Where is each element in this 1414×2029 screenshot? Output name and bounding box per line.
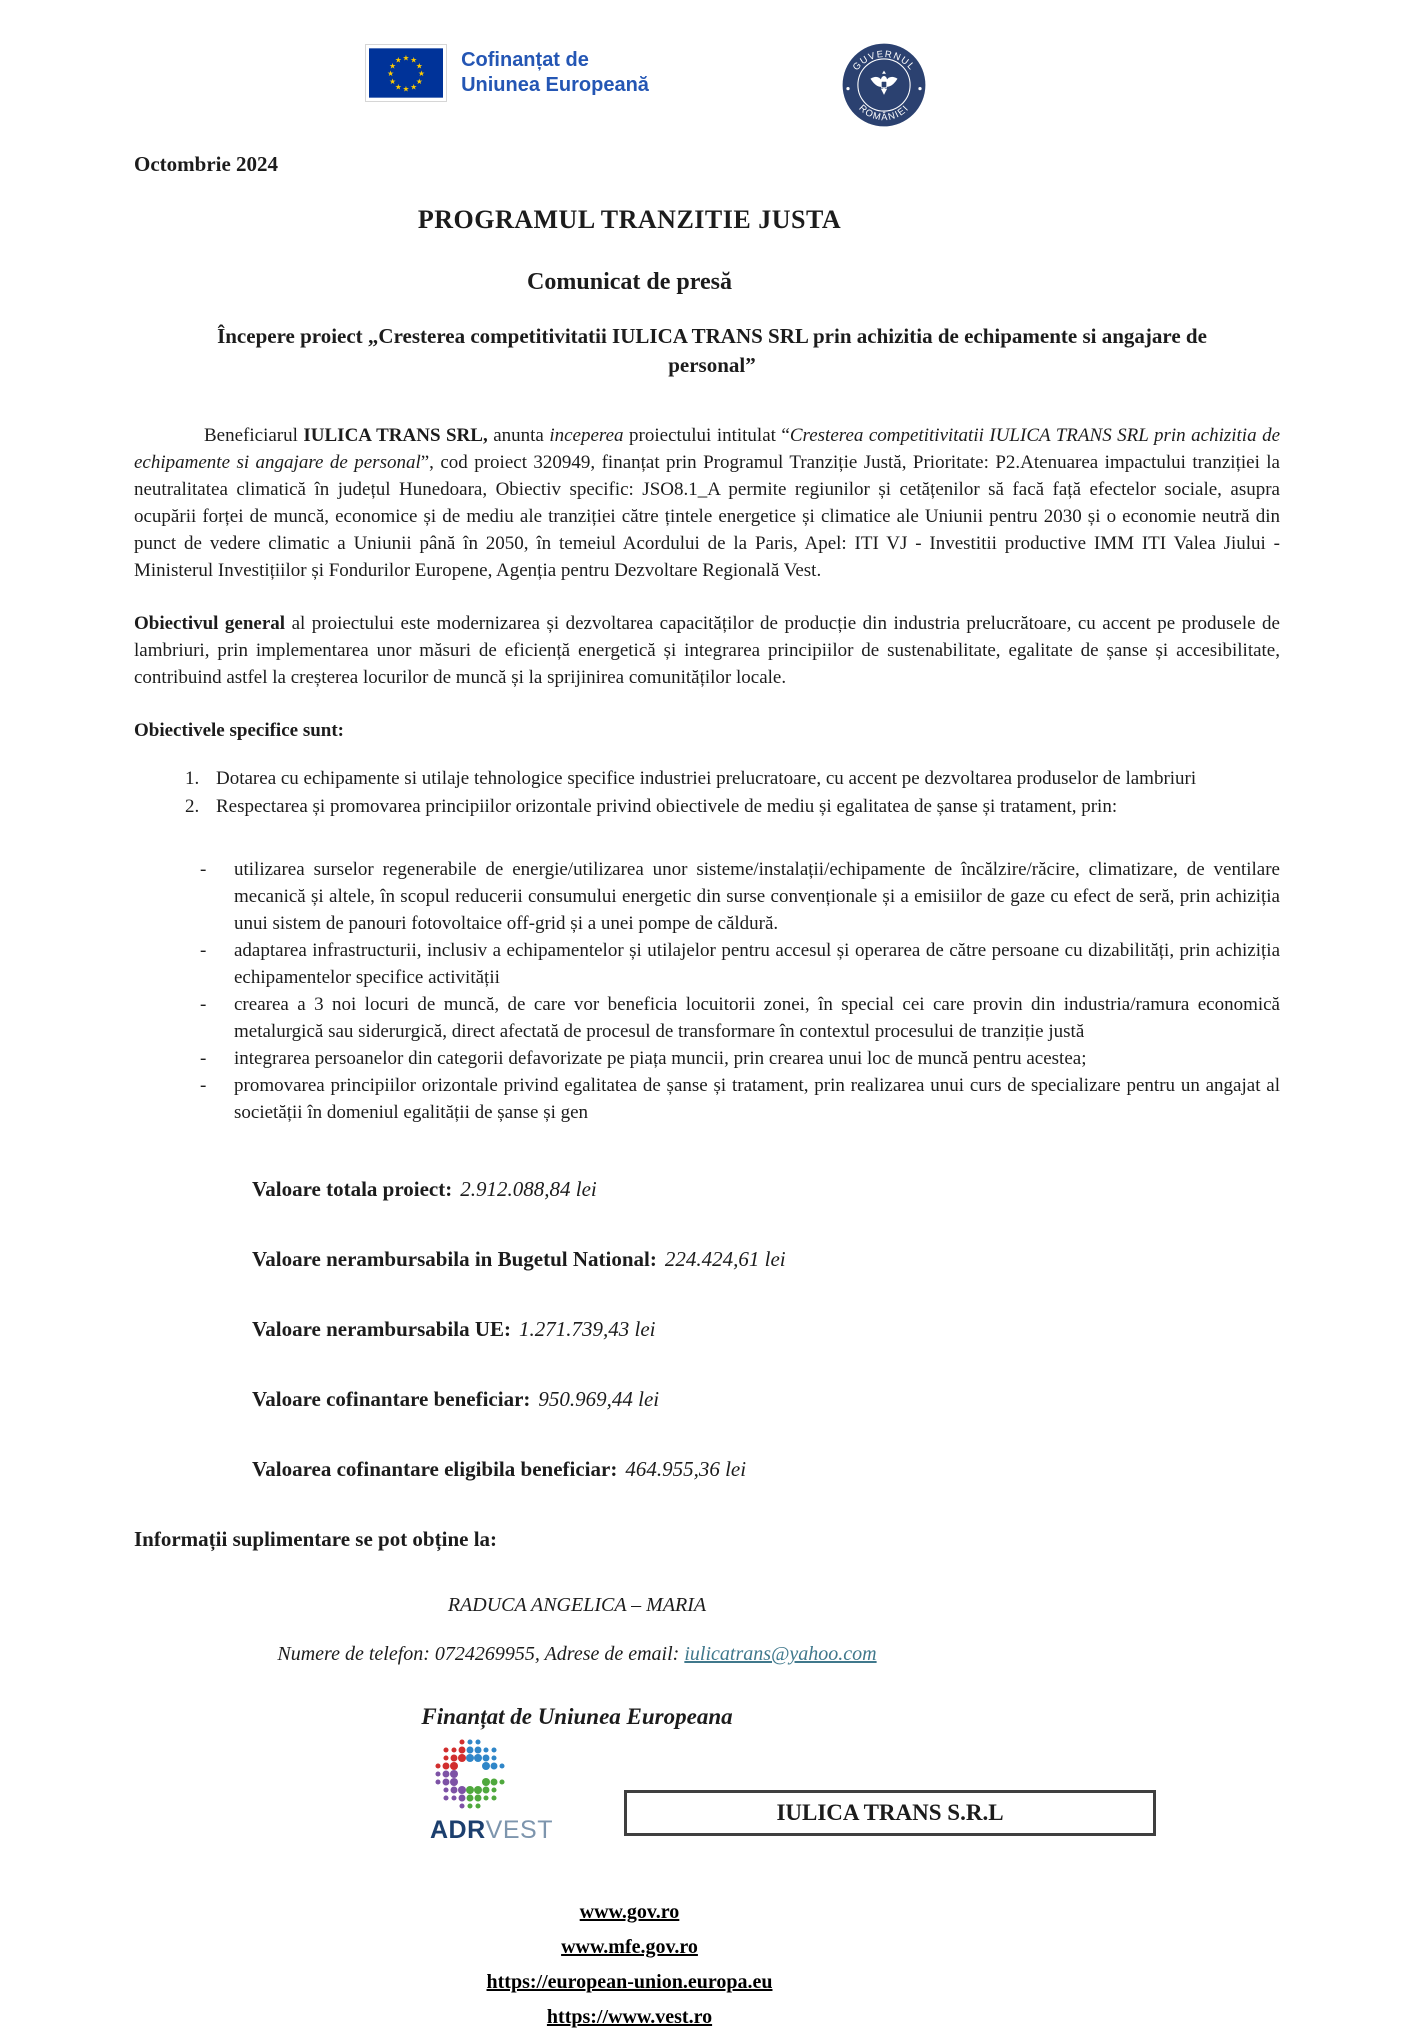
contact-person-name: RADUCA ANGELICA – MARIA: [447, 1594, 707, 1617]
contact-email-link[interactable]: iulicatrans@yahoo.com: [684, 1643, 877, 1666]
list-item: - utilizarea surselor regenerabile de energie/utilizarea unor sisteme/instalații/echipamente de încălzire/răcire, climatizare, de ventilare mecanică și altele, în scopul reducerii consumului energetic din surse convenționale și a emisiilor de gaze cu efect de seră, prin achiziția unui sistem de panouri fotovoltaice off-grid și a unei pompe de căldură.: [234, 857, 1280, 938]
value-amount: 224.424,61 lei: [664, 1247, 786, 1272]
value-row: [134, 1317, 1280, 1342]
eu-cofunded-line1: Cofinanțat de: [461, 49, 589, 71]
value-row: [134, 1457, 1280, 1482]
document-date: Octombrie 2024: [134, 152, 279, 176]
svg-text:★: ★: [410, 55, 418, 65]
intro-text: proiectului intitulat “: [623, 424, 790, 446]
list-item: - adaptarea infrastructurii, inclusiv a echipamentelor și utilajelor pentru accesul și operarea de către persoane cu dizabilități, prin achiziția echipamentelor specifice activității: [234, 938, 1280, 992]
footer-link[interactable]: www.gov.ro: [579, 1901, 680, 1924]
eu-cofunded-line2: Uniunea Europeană: [461, 74, 649, 96]
footer-links: [134, 1901, 1280, 2029]
svg-text:★: ★: [418, 69, 425, 79]
general-objective-label: Obiectivul general: [134, 612, 286, 634]
gov-seal-icon: [839, 40, 929, 130]
svg-text:★: ★: [394, 55, 402, 65]
objective-details-list: [134, 857, 1280, 1127]
svg-text:★: ★: [416, 61, 423, 71]
contact-phone-email-line: [134, 1643, 1020, 1666]
value-label: Valoarea cofinantare eligibila beneficiar:: [252, 1457, 618, 1482]
svg-text:★: ★: [387, 69, 395, 79]
program-title: PROGRAMUL TRANZITIE JUSTA: [417, 205, 842, 234]
specific-objectives-heading: Obiectivele specifice sunt:: [134, 719, 345, 741]
specific-objectives-list: [134, 766, 1280, 822]
intro-paragraph: [134, 423, 1280, 585]
value-row: [134, 1387, 1280, 1412]
project-subtitle: Începere proiect „Cresterea competitivitatii IULICA TRANS SRL prin achizitia de echipamente si angajare de personal”: [217, 324, 1207, 378]
eu-flag-icon: [365, 44, 447, 102]
list-item: 1. Dotarea cu echipamente si utilaje tehnologice specifice industriei prelucratoare, cu accent pe dezvoltarea produselor de lambriuri: [204, 766, 1280, 793]
intro-text-italic: inceperea: [549, 424, 624, 446]
general-objective-paragraph: [134, 611, 1280, 692]
project-values-section: [134, 1177, 1280, 1482]
gov-seal-bottom-text: ROMÂNIEI: [856, 102, 912, 124]
value-label: Valoare nerambursabila in Bugetul National:: [252, 1247, 657, 1272]
project-title-quote: Cresterea competitivitatii IULICA TRANS SRL prin achizitia de echipamente si angajare de personal: [134, 424, 1281, 473]
value-label: Valoare cofinantare beneficiar:: [252, 1387, 531, 1412]
header-logos: [0, 0, 1354, 130]
value-label: Valoare totala proiect:: [252, 1177, 453, 1202]
intro-text: anunta: [487, 424, 550, 446]
contact-heading: Informații suplimentare se pot obține la:: [134, 1527, 498, 1552]
eu-cofunded-label: [461, 48, 649, 98]
intro-text: Beneficiarul: [204, 424, 304, 446]
adr-text-bold: ADR: [430, 1816, 486, 1845]
footer-link[interactable]: www.mfe.gov.ro: [561, 1936, 698, 1959]
adr-dots-icon: [430, 1734, 510, 1814]
value-row: [134, 1177, 1280, 1202]
value-amount: 2.912.088,84 lei: [460, 1177, 597, 1202]
intro-text: ”, cod proiect 320949, finanțat prin Programul Tranziție Justă, Prioritate: P2.Atenuarea impactului tranziției la neutralitatea climatică în județul Hunedoara, Obiectiv specific: JSO8.1_A permite regiunilor și cetățenilor să facă față efectelor sociale, asupra ocupării forței de muncă, economice și de mediu ale tranziției către țintele energetice și climatice ale Uniunii pentru 2030 și o economie neutră din punct de vedere climatic a Uniunii până în 2050, în temeiul Acordului de la Paris, Apel: ITI VJ - Investitii productive IMM ITI Valea Jiului - Ministerul Investițiilor și Fondurilor Europene, Agenția pentru Dezvoltare Regională Vest.: [134, 451, 1280, 581]
svg-text:★: ★: [389, 61, 397, 71]
list-item: - promovarea principiilor orizontale privind egalitatea de șanse și tratament, prin realizarea unui curs de specializare pentru un angajat al societății în domeniul egalității de șanse și gen: [234, 1073, 1280, 1127]
svg-text:★: ★: [402, 53, 410, 63]
beneficiary-name-box: IULICA TRANS S.R.L: [624, 1790, 1156, 1836]
svg-text:★: ★: [416, 76, 423, 86]
svg-text:★: ★: [402, 84, 410, 94]
general-objective-text: al proiectului este modernizarea și dezvoltarea capacităților de producție din industria prelucrătoare, cu accent pe produsele de lambriuri, prin implementarea unor măsuri de eficiență energetică și integrarea principiilor de sustenabilitate, egalitate de șanse și accesibilitate, contribuind astfel la creșterea locurilor de muncă și la sprijinirea comunităților locale.: [134, 612, 1280, 688]
svg-text:★: ★: [394, 82, 402, 92]
value-label: Valoare nerambursabila UE:: [252, 1317, 512, 1342]
eu-cofunded-logo: [365, 44, 649, 102]
value-amount: 464.955,36 lei: [625, 1457, 747, 1482]
value-amount: 1.271.739,43 lei: [519, 1317, 656, 1342]
gov-seal-top-text: GUVERNUL: [850, 48, 918, 73]
adr-vest-logo: [430, 1734, 562, 1845]
list-item: - integrarea persoanelor din categorii defavorizate pe piața muncii, prin crearea unui loc de muncă pentru acestea;: [234, 1046, 1280, 1073]
adr-vest-wordmark: [430, 1816, 553, 1845]
footer-link[interactable]: https://www.vest.ro: [546, 2006, 713, 2029]
document-type-title: Comunicat de presă: [527, 269, 732, 295]
list-item: 2. Respectarea și promovarea principiilor orizontale privind obiectivele de mediu și egalitatea de șanse și tratament, prin:: [204, 794, 1280, 821]
svg-text:★: ★: [410, 82, 418, 92]
footer-logos-row: [134, 1734, 1280, 1845]
contact-phone-text: Numere de telefon: 0724269955, Adrese de email:: [277, 1643, 685, 1666]
footer-link[interactable]: https://european-union.europa.eu: [486, 1971, 773, 1994]
adr-text-light: VEST: [485, 1816, 553, 1845]
value-row: [134, 1247, 1280, 1272]
svg-text:★: ★: [389, 76, 397, 86]
funded-by-eu-statement: Finanțat de Uniunea Europeana: [421, 1704, 733, 1730]
beneficiary-name: IULICA TRANS SRL,: [303, 424, 488, 446]
value-amount: 950.969,44 lei: [538, 1387, 660, 1412]
list-item: - crearea a 3 noi locuri de muncă, de care vor beneficia locuitorii zonei, în special cei care provin din industria/ramura economică metalurgică sau siderurgică, direct afectată de procesul de transformare în contextul procesului de tranziție justă: [234, 992, 1280, 1046]
